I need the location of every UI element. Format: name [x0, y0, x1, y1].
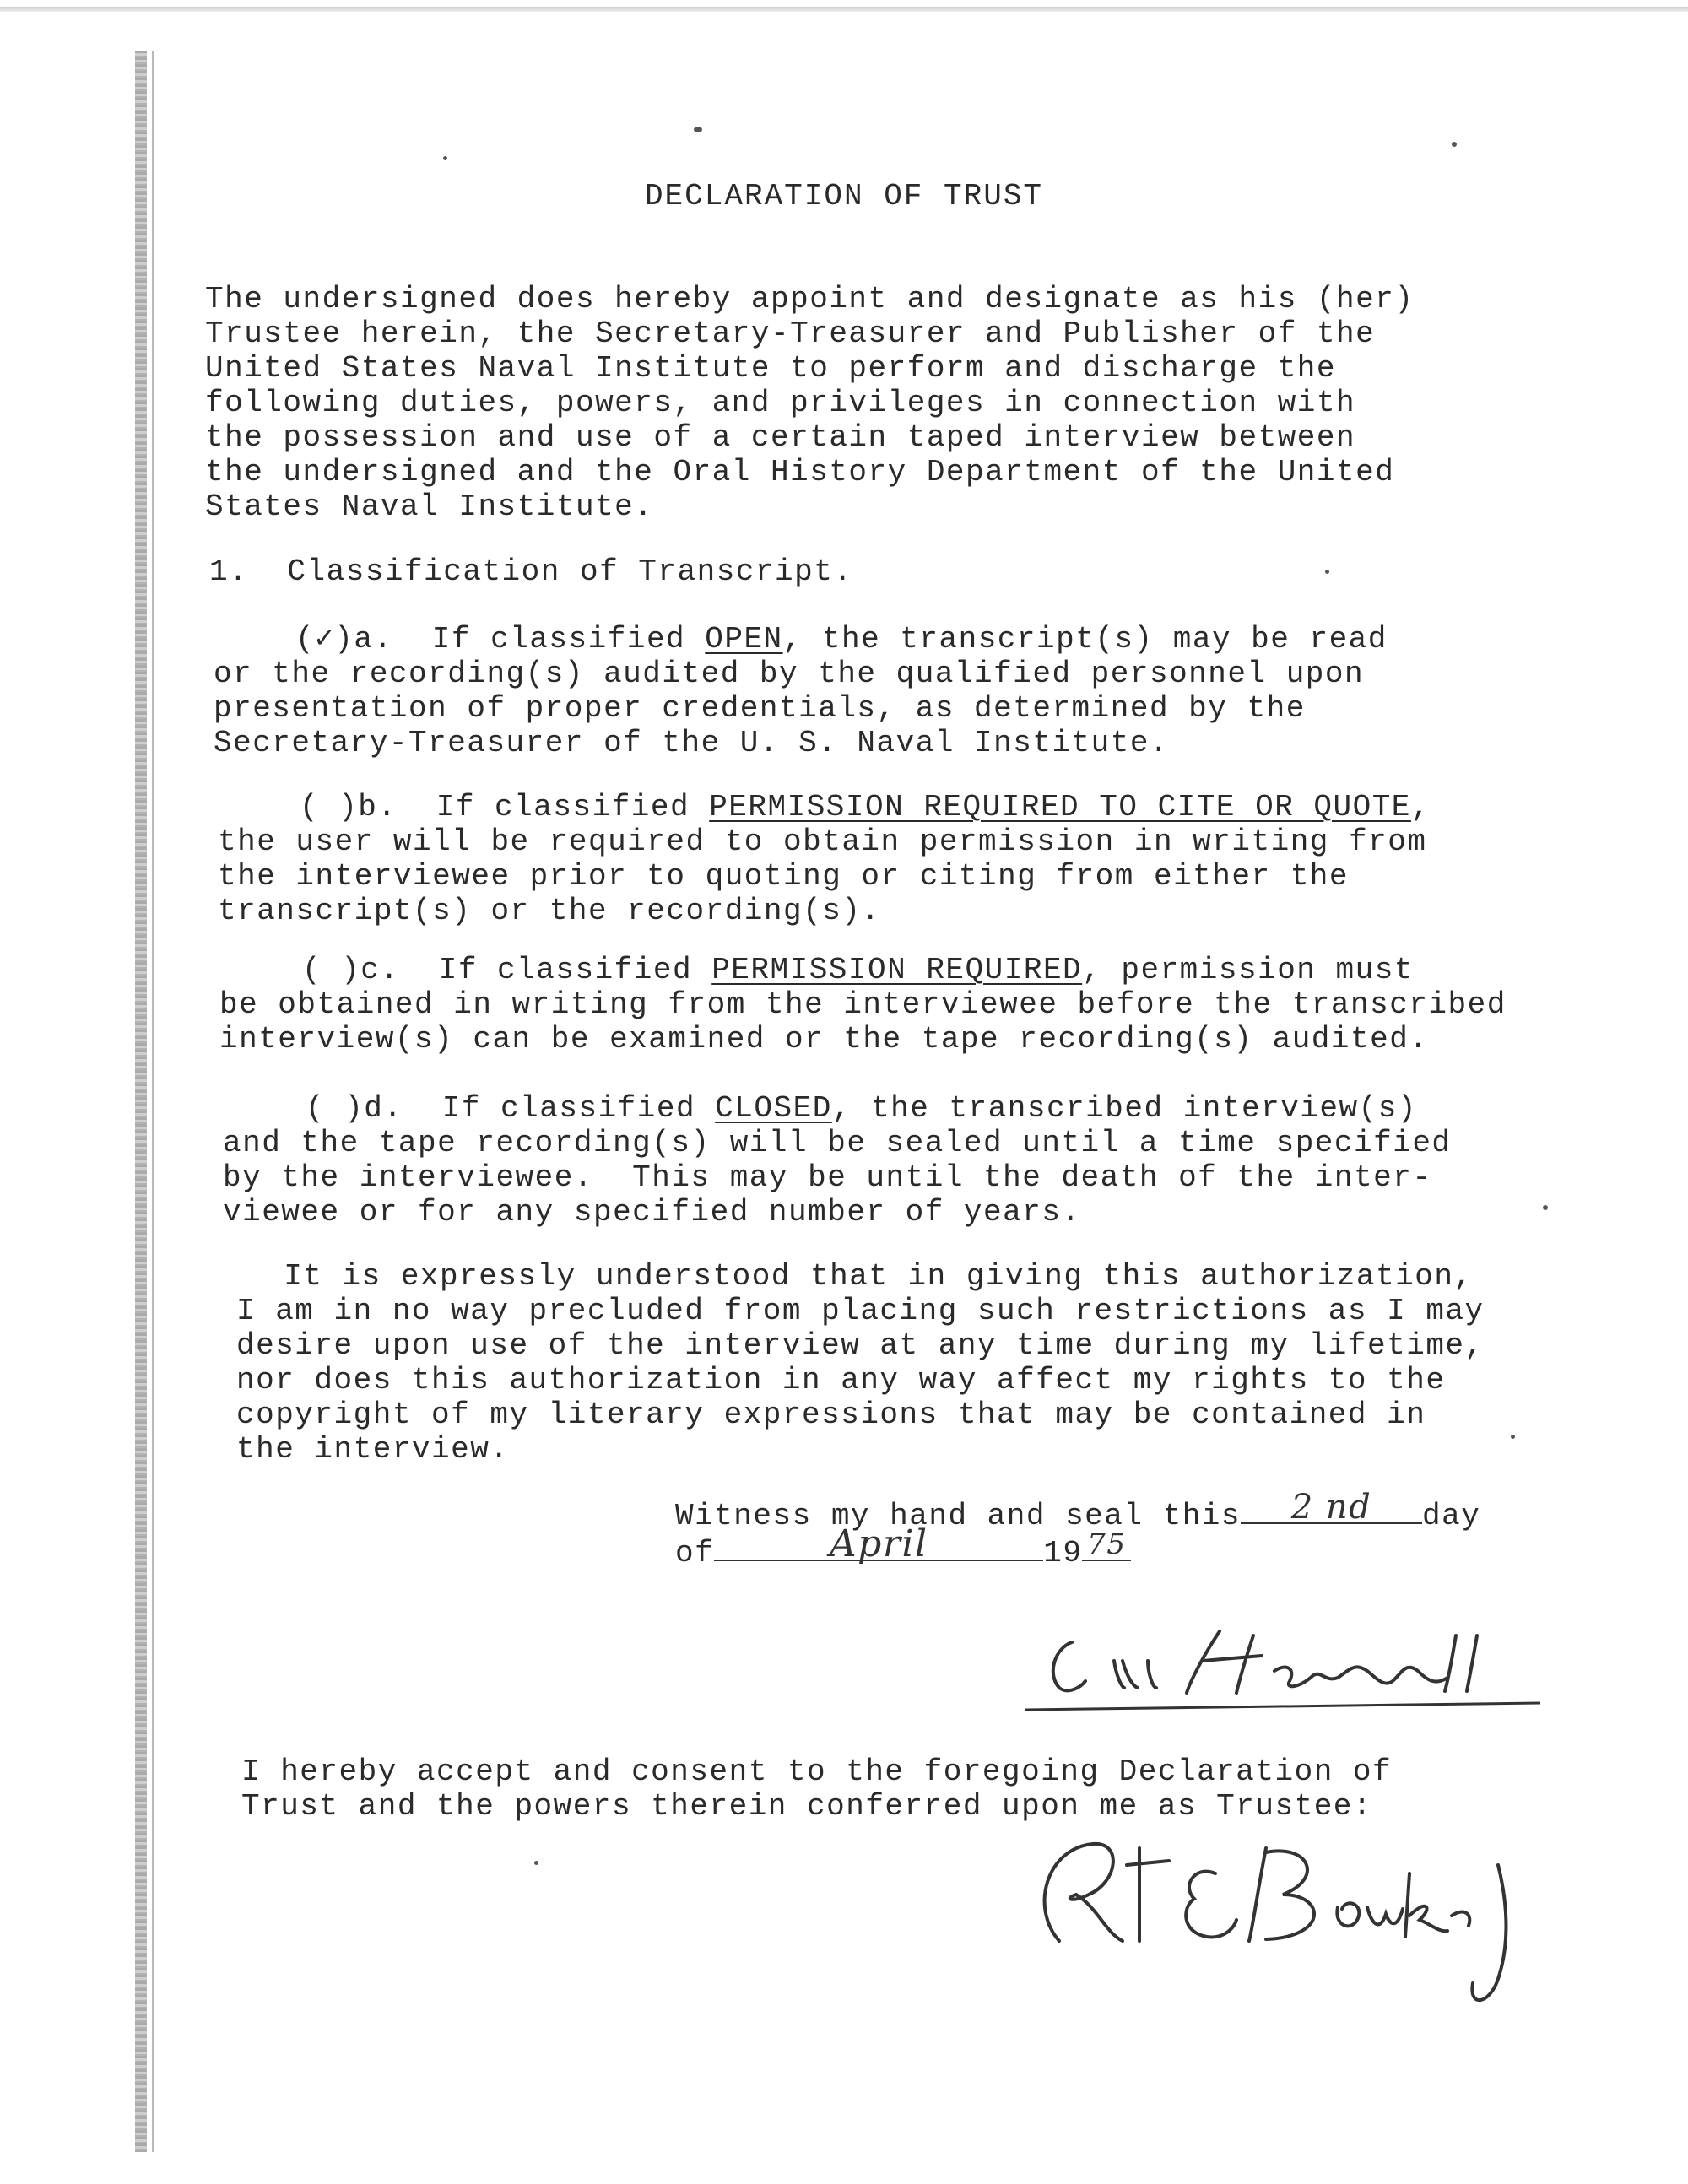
classification-term: PERMISSION REQUIRED TO CITE OR QUOTE — [709, 790, 1411, 824]
witness-text: of — [675, 1536, 715, 1570]
classification-term: PERMISSION REQUIRED — [711, 953, 1083, 987]
month-blank — [714, 1522, 1043, 1565]
clause-line: and the tape recording(s) will be sealed until a time specified — [223, 1126, 1452, 1160]
understanding-line: copyright of my literary expressions that may be contained in — [236, 1397, 1426, 1432]
clause-text: If classified — [397, 790, 710, 824]
clause-line: interview(s) can be examined or the tape recording(s) audited. — [219, 1022, 1429, 1057]
clause-first-line — [302, 954, 1414, 987]
intro-line: States Naval Institute. — [205, 489, 654, 524]
year-prefix: 19 — [1043, 1536, 1083, 1570]
scan-left-edge — [135, 51, 147, 2152]
clause-line: or the recording(s) audited by the qualified personnel upon — [214, 657, 1365, 691]
signature-scrawl-icon — [1021, 1610, 1545, 1711]
clause-marker: (✓)a. — [295, 622, 393, 657]
acceptance-line: Trust and the powers therein conferred upon me as Trustee: — [241, 1789, 1373, 1824]
witness-text: Witness my hand and seal this — [675, 1499, 1242, 1533]
clause-first-line — [306, 1092, 1417, 1126]
intro-line: United States Naval Institute to perform and discharge the — [205, 351, 1337, 386]
document-title: DECLARATION OF TRUST — [644, 179, 1044, 214]
clause-text: , permission must — [1082, 953, 1414, 987]
intro-line: the undersigned and the Oral History Department of the United — [205, 455, 1395, 489]
scan-speck — [1325, 570, 1329, 574]
year-blank — [1082, 1527, 1131, 1561]
interviewee-signature — [1021, 1610, 1545, 1711]
clause-text: , the transcribed interview(s) — [831, 1091, 1417, 1126]
scan-speck — [443, 156, 447, 160]
acceptance-line: I hereby accept and consent to the foregoing Declaration of — [241, 1754, 1393, 1789]
scan-speck — [1511, 1435, 1515, 1439]
clause-first-line — [300, 791, 1431, 824]
scan-speck — [1452, 142, 1457, 147]
scan-top-edge — [0, 7, 1688, 12]
day-handwritten: 2 nd — [1290, 1488, 1372, 1527]
signature-scrawl-icon — [1013, 1814, 1570, 2017]
scan-speck — [694, 127, 702, 132]
clause-line: transcript(s) or the recording(s). — [218, 894, 881, 928]
clause-text: If classified — [399, 953, 712, 987]
classification-term: CLOSED — [715, 1091, 832, 1126]
clause-text: If classified — [392, 622, 706, 657]
year-handwritten: 75 — [1087, 1527, 1127, 1561]
clause-text: , the transcript(s) may be read — [782, 622, 1388, 657]
trustee-signature — [1013, 1814, 1570, 2017]
clause-marker: ( )b. — [300, 790, 398, 824]
intro-line: following duties, powers, and privileges in connection with — [205, 386, 1356, 420]
understanding-line: desire upon use of the interview at any time during my lifetime, — [236, 1328, 1485, 1363]
clause-line: be obtained in writing from the interviewee before the transcribed — [219, 987, 1507, 1022]
witness-line-2 — [675, 1522, 1131, 1570]
clause-line: Secretary-Treasurer of the U. S. Naval Institute. — [214, 726, 1170, 760]
clause-marker: ( )d. — [306, 1091, 403, 1126]
clause-line: viewee or for any specified number of years. — [223, 1195, 1081, 1230]
clause-text: , — [1410, 790, 1431, 824]
clause-line: by the interviewee. This may be until the death of the inter- — [223, 1160, 1432, 1195]
clause-first-line — [295, 623, 1388, 657]
clause-marker: ( )c. — [302, 953, 400, 987]
scan-left-edge-line — [152, 51, 154, 2152]
clause-line: presentation of proper credentials, as determined by the — [214, 691, 1306, 726]
clause-text: If classified — [403, 1091, 716, 1126]
witness-text: day — [1422, 1499, 1481, 1533]
understanding-line: I am in no way precluded from placing such restrictions as I may — [236, 1294, 1485, 1328]
intro-line: the possession and use of a certain taped interview between — [205, 420, 1356, 455]
scan-speck — [1543, 1205, 1548, 1210]
clause-line: the interviewee prior to quoting or citing from either the — [218, 859, 1350, 894]
clause-line: the user will be required to obtain permission in writing from — [218, 824, 1427, 859]
classification-term: OPEN — [705, 622, 783, 657]
understanding-line: It is expressly understood that in giving this authorization, — [245, 1259, 1474, 1294]
intro-line: Trustee herein, the Secretary-Treasurer and Publisher of the — [205, 316, 1376, 351]
understanding-line: nor does this authorization in any way affect my rights to the — [236, 1363, 1446, 1397]
understanding-line: the interview. — [236, 1432, 510, 1467]
witness-line-1 — [675, 1488, 1481, 1533]
section-heading: 1. Classification of Transcript. — [209, 554, 853, 589]
scan-speck — [534, 1861, 538, 1865]
day-blank — [1241, 1488, 1422, 1527]
intro-line: The undersigned does hereby appoint and designate as his (her) — [205, 282, 1415, 316]
month-handwritten: April — [829, 1522, 928, 1565]
